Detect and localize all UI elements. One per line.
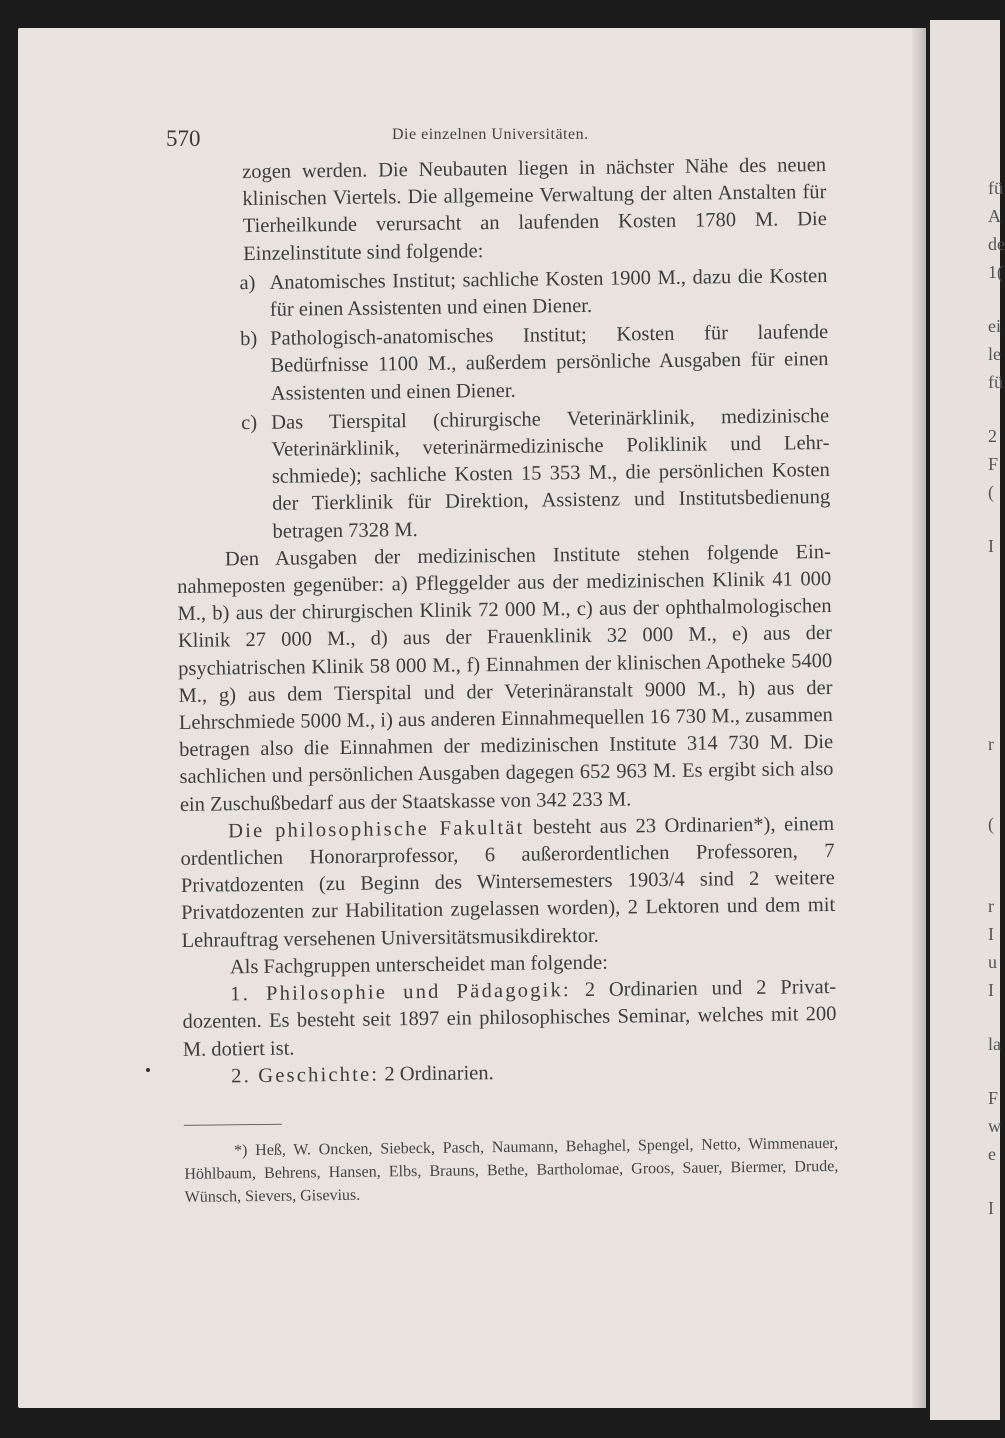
list-item-text: Pathologisch-anatomisches Institut; Kosten für laufende Bedürfnisse 1100 M., außerdem persönliche Ausgaben für einen Assistenten und einen Diener. — [270, 321, 829, 405]
facing-fragment: I — [988, 980, 994, 1000]
list-item-label: a) — [239, 271, 256, 294]
margin-mark — [146, 1068, 150, 1072]
group-2-heading: 2. Geschichte: — [231, 1063, 380, 1088]
facing-fragment: 2 — [988, 426, 997, 446]
group-1-text: 2 Ordinarien und 2 Privatdozenten. Es besteht seit 1897 ein philosophisches Seminar, welches mit 200 M. dotiert ist. — [182, 976, 837, 1061]
facing-fragment: ( — [988, 814, 994, 834]
facing-fragment: fü — [988, 178, 1003, 198]
faculty-text: besteht aus 23 Ordinarien*), einem ordentlichen Honorarprofessor, 6 außerordentlichen Professoren, 7 Privatdozenten (zu Beginn des Wintersemesters 1903/4 sind 2 weitere Privatdozenten zur Habilitation zugelassen worden), 2 Lektoren und dem mit Lehrauftrag versehenen Universitätsmusikdirektor. — [180, 812, 836, 952]
list-item — [174, 319, 829, 409]
groups-paragraph: Als Fachgruppen unterscheidet man folgende: — [229, 951, 608, 979]
group-1-heading: 1. Philosophie und Pädagogik: — [230, 979, 571, 1006]
facing-fragment: F — [988, 454, 999, 474]
body-text — [172, 152, 839, 1209]
running-title: Die einzelnen Universitäten. — [392, 126, 589, 143]
facing-fragment: fü — [988, 372, 1003, 392]
facing-fragment: r — [988, 734, 994, 754]
facing-fragment: ei — [988, 316, 1001, 336]
list-item — [173, 263, 828, 325]
list-item-label: c) — [241, 411, 258, 435]
list-item-text: Anatomisches Institut; sachliche Kosten 1900 M., dazu die Kosten für einen Assistenten und einen Diener. — [269, 264, 828, 321]
page-edge — [912, 28, 926, 1408]
facing-fragment: I — [988, 1198, 994, 1218]
facing-fragment: u — [988, 952, 997, 972]
facing-fragment: de — [988, 234, 1005, 254]
list-item-text: Das Tierspital (chirurgische Veterinärklinik, medizinische Veterinärklinik, veterinärmedizinische Poliklinik und Lehrschmiede); sachliche Kosten 15 353 M., die persönlichen Kosten der Tierklinik für Direktion, Assistenz und Institutsbedienung betragen 7328 M. — [271, 404, 831, 543]
footnote: *) Heß, W. Oncken, Siebeck, Pasch, Naumann, Behaghel, Spengel, Netto, Wimmenauer, Höhlbaum, Behrens, Hansen, Elbs, Brauns, Bethe, Bartholomae, Groos, Sauer, Biermer, Drude, Wünsch, Sievers, Gisevius. — [184, 1134, 839, 1206]
facing-page — [930, 20, 1005, 1420]
facing-fragment: I — [988, 924, 994, 944]
list-item — [175, 403, 831, 547]
facing-fragment: le — [988, 344, 1001, 364]
intro-paragraph: zogen werden. Die Neubauten liegen in nächster Nähe des neuen klinischen Viertels. Die allgemeine Verwaltung der alten Anstalten für Tierheilkunde verursacht an laufenden Kosten 1780 M. Die Einzelinstitute sind folgende: — [242, 154, 827, 265]
facing-fragment: la — [988, 1034, 1001, 1054]
facing-fragment: A — [988, 206, 1001, 226]
facing-fragment: e — [988, 1144, 996, 1164]
facing-fragment: F — [988, 1088, 999, 1108]
group-1-paragraph — [182, 974, 837, 1064]
page-number: 570 — [166, 126, 201, 151]
facing-fragment: I — [988, 536, 994, 556]
faculty-paragraph — [180, 811, 836, 955]
facing-fragment: r — [988, 896, 994, 916]
income-paragraph: Den Ausgaben der medizinischen Institute stehen folgende Einnahmeposten gegenüber: a) Pfleggelder aus der medizinischen Klinik 41 000 M., b) aus der chirurgischen Klinik 72 000 M., c) aus der ophthalmologischen Klinik 27 000 M., d) aus der Frauenklinik 32 000 M., e) aus der psychiatrischen Klinik 58 000 M., f) Einnahmen der klinischen Apotheke 5400 M., g) aus dem Tierspital und der Veterinäranstalt 9000 M., h) aus der Lehrschmiede 5000 M., i) aus anderen Einnahmequellen 16 730 M., zusammen betragen also die Einnahmen der medizinischen Institute 314 730 M. Die sachlichen und persönlichen Ausgaben dagegen 652 963 M. Es ergibt sich also ein Zuschußbedarf aus der Staatskasse von 342 233 M. — [177, 540, 834, 816]
faculty-heading: Die philosophische Fakultät — [228, 816, 525, 843]
facing-fragment: 1( — [988, 262, 1003, 282]
facing-fragment: w — [988, 1116, 1001, 1136]
list-item-label: b) — [240, 328, 258, 351]
group-2-text: 2 Ordinarien. — [379, 1061, 494, 1086]
footnote-divider — [184, 1124, 282, 1126]
facing-fragment: ( — [988, 482, 994, 502]
